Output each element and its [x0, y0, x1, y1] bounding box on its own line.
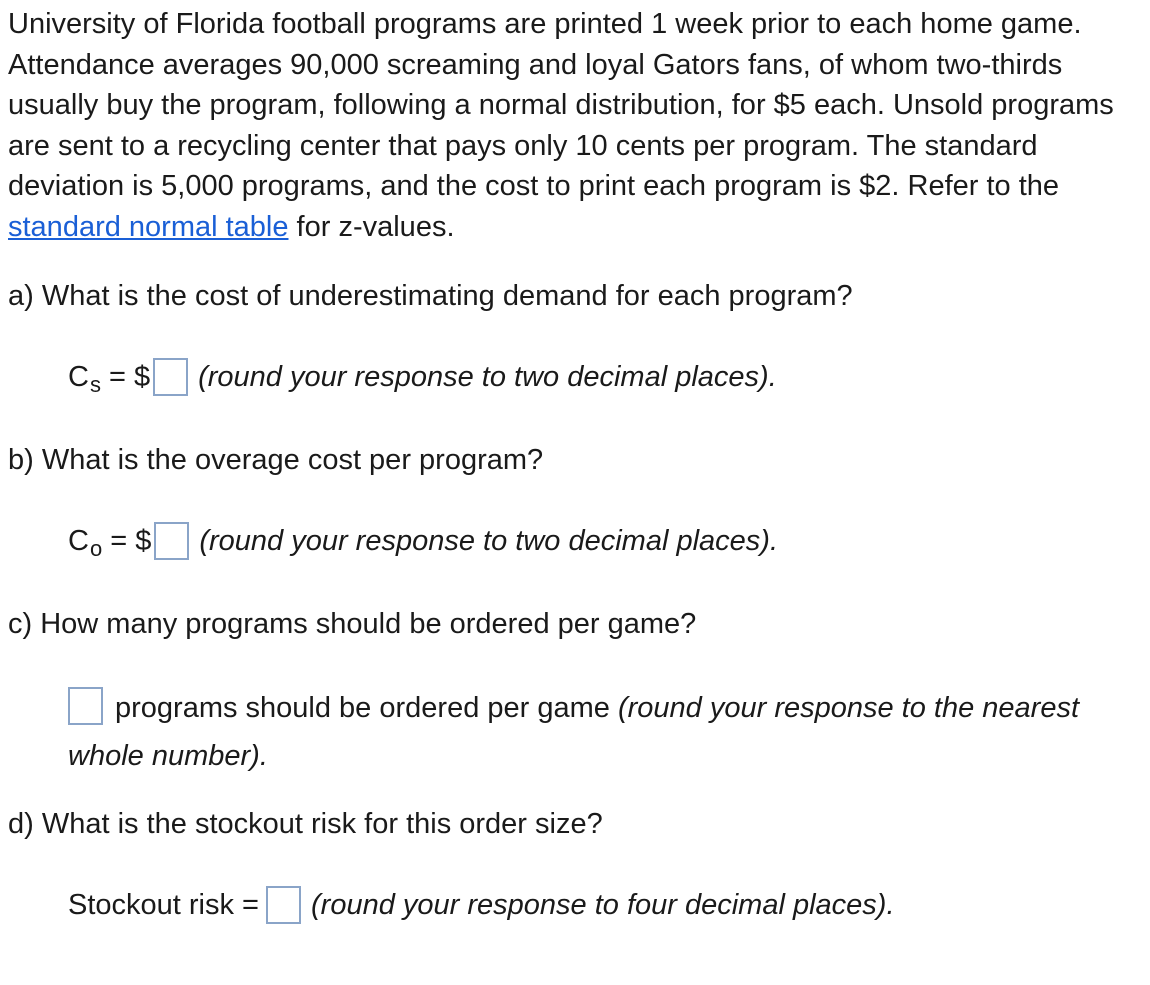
hint-c: (round your response to the nearest whole number). [68, 692, 1080, 772]
programs-ordered-input[interactable] [68, 687, 103, 725]
answer-line-a [68, 358, 777, 396]
problem-statement [8, 4, 1138, 247]
co-variable-main: C [68, 524, 89, 557]
stockout-risk-label: Stockout risk = [68, 888, 259, 921]
question-b: b) What is the overage cost per program? [8, 444, 544, 476]
equals-dollar: = $ [110, 524, 152, 557]
answer-line-b [68, 522, 778, 560]
cs-variable-main: C [68, 360, 89, 393]
programs-ordered-label: programs should be ordered per game [115, 692, 618, 724]
question-a: a) What is the cost of underestimating demand for each program? [8, 280, 853, 312]
stockout-risk-input[interactable] [266, 886, 301, 924]
answer-line-d [68, 886, 895, 924]
intro-text-end: for z-values. [288, 210, 455, 243]
co-variable-subscript: o [89, 535, 103, 561]
intro-text: University of Florida football programs are printed 1 week prior to each home game. Attendance averages 90,000 screaming and loyal Gators fans, of whom two-thirds usually buy the program, following a normal distribution, for $5 each. Unsold programs are sent to a recycling center that pays only 10 cents per program. The standard deviation is 5,000 programs, and the cost to print each program is $2. Refer to the [8, 8, 1114, 202]
hint-a: (round your response to two decimal places). [198, 360, 777, 393]
cs-variable-subscript: s [89, 371, 101, 397]
co-variable [68, 524, 103, 561]
cs-answer-input[interactable] [153, 358, 188, 396]
hint-b: (round your response to two decimal places). [199, 524, 778, 557]
standard-normal-table-link[interactable]: standard normal table [8, 210, 289, 243]
equals-dollar: = $ [108, 360, 151, 393]
co-answer-input[interactable] [154, 522, 189, 560]
cs-variable [68, 360, 101, 397]
question-d: d) What is the stockout risk for this order size? [8, 808, 603, 840]
question-c: c) How many programs should be ordered per game? [8, 608, 697, 640]
hint-d: (round your response to four decimal places). [311, 888, 895, 921]
answer-line-c [68, 684, 1128, 780]
